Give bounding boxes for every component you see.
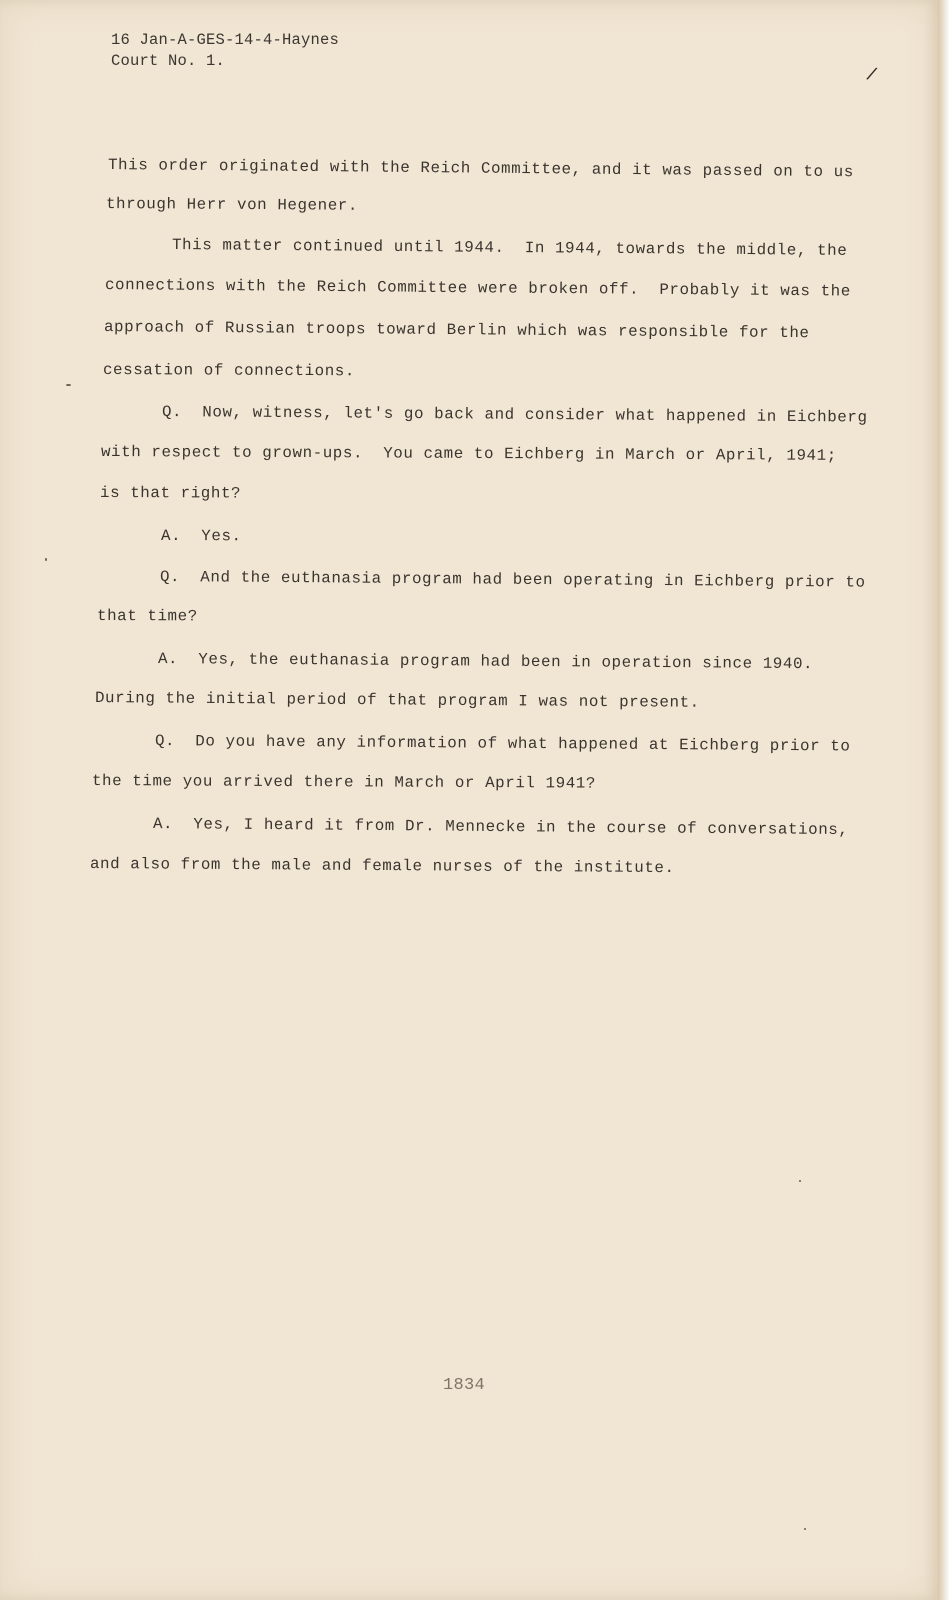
text-line: and also from the male and female nurses of the institute. xyxy=(89,855,675,878)
text-line: is that right? xyxy=(99,484,242,503)
paper-speck xyxy=(799,1180,801,1182)
document-header xyxy=(111,30,339,72)
text-line: This order originated with the Reich Committee, and it was passed on to us xyxy=(107,156,854,182)
paper-speck xyxy=(804,1528,806,1530)
text-line: with respect to grown-ups. You came to Eichberg in March or April, 1941; xyxy=(100,443,837,465)
header-court: Court No. 1. xyxy=(111,52,226,70)
header-reference: 16 Jan-A-GES-14-4-Haynes xyxy=(111,31,340,49)
text-line: connections with the Reich Committee were broken off. Probably it was the xyxy=(104,276,851,301)
text-line: that time? xyxy=(96,607,198,626)
scan-edge xyxy=(938,0,949,1600)
text-line: During the initial period of that program I was not present. xyxy=(94,689,700,712)
text-line: A. Yes, I heard it from Dr. Mennecke in the course of conversations, xyxy=(152,815,849,840)
text-line: the time you arrived there in March or April 1941? xyxy=(91,772,597,793)
page-number: 1834 xyxy=(443,1376,486,1395)
text-line: Q. Now, witness, let's go back and consider what happened in Eichberg xyxy=(161,403,868,427)
text-line: Q. Do you have any information of what happened at Eichberg prior to xyxy=(154,732,851,756)
text-line: approach of Russian troops toward Berlin which was responsible for the xyxy=(103,318,810,343)
text-line: A. Yes. xyxy=(160,527,242,546)
text-line: A. Yes, the euthanasia program had been in operation since 1940. xyxy=(157,650,814,674)
paper-speck xyxy=(45,558,47,561)
text-line: cessation of connections. xyxy=(102,361,356,381)
margin-mark: / xyxy=(864,65,879,87)
text-line: Q. And the euthanasia program had been operating in Eichberg prior to xyxy=(159,568,866,592)
paper-speck xyxy=(66,384,71,386)
text-line: This matter continued until 1944. In 1944, towards the middle, the xyxy=(171,236,848,260)
text-line: through Herr von Hegener. xyxy=(105,195,359,215)
